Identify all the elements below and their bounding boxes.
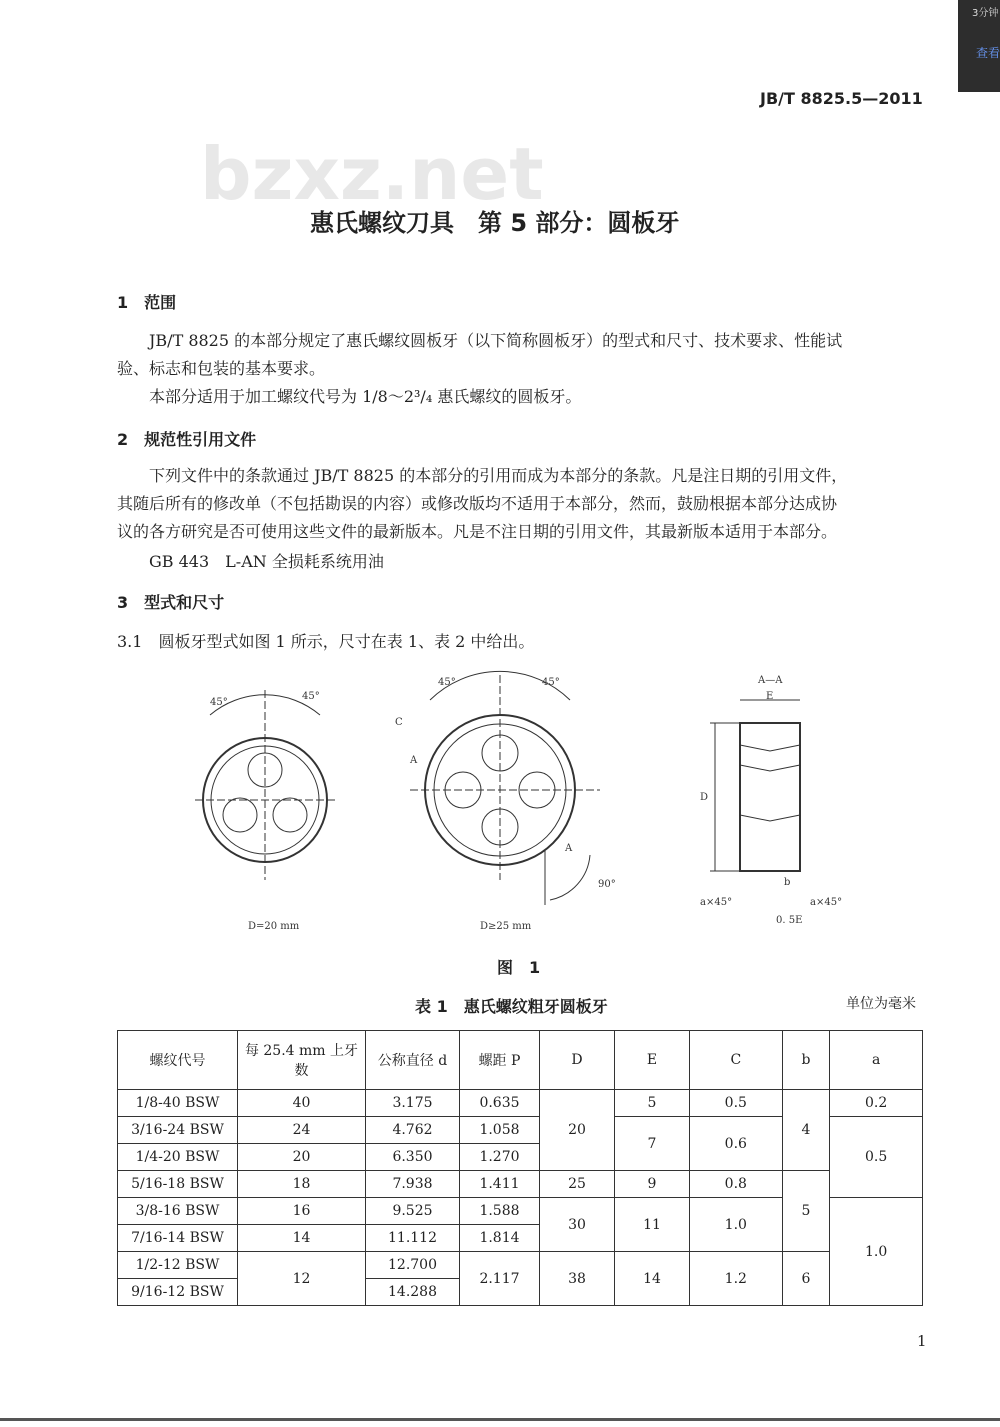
table-cell: 6.350 [366,1144,460,1171]
table-cell: 14 [614,1252,689,1306]
chamfer-label: a×45° [810,897,843,908]
table-cell: 7/16-14 BSW [118,1225,238,1252]
table-cell: 25 [540,1171,615,1198]
table-cell: 3/16-24 BSW [118,1117,238,1144]
table-cell: 2.117 [460,1252,540,1306]
popup-link[interactable]: 查看 [976,46,1000,60]
table-cell: 11 [614,1198,689,1252]
table-cell: 24 [238,1117,366,1144]
table-cell: 1/8-40 BSW [118,1090,238,1117]
table-row [118,1090,923,1117]
col-header: E [614,1031,689,1090]
table-cell: 0.6 [689,1117,782,1171]
section-1-heading: 1 范围 [117,293,177,312]
e-label: E [766,691,774,702]
table-cell: 1.2 [689,1252,782,1306]
table-cell: 20 [238,1144,366,1171]
table-cell: 9/16-12 BSW [118,1279,238,1306]
a-label: A [410,755,418,766]
table-cell: 0.5 [689,1090,782,1117]
para-line: 验、标志和包装的基本要求。 [117,359,326,378]
col-header: C [689,1031,782,1090]
col-header: 螺距 P [460,1031,540,1090]
half-e-label: 0. 5E [776,915,803,926]
table-cell: 40 [238,1090,366,1117]
table-cell: 1.270 [460,1144,540,1171]
table-cell: 11.112 [366,1225,460,1252]
die-d20-drawing [195,690,335,880]
table-row [118,1252,923,1279]
table-cell: 20 [540,1090,615,1171]
figure-1 [180,665,880,955]
unit-label: 单位为毫米 [846,996,916,1012]
table-cell: 5 [614,1090,689,1117]
d-label: D [700,792,709,803]
section-label: A—A [758,675,783,686]
table-cell: 9 [614,1171,689,1198]
section-view-drawing [710,700,800,871]
para-line: 下列文件中的条款通过 JB/T 8825 的本部分的引用而成为本部分的条款。凡是注日期的引用文件， [149,466,848,485]
col-header: 每 25.4 mm 上牙数 [238,1031,366,1090]
c-label: C [395,717,403,728]
reference: GB 443 L-AN 全损耗系统用油 [149,552,384,571]
table-cell: 6 [782,1252,830,1306]
caption-d20: D=20 mm [248,921,300,932]
table-cell: 4.762 [366,1117,460,1144]
table-title: 表 1 惠氏螺纹粗牙圆板牙 [415,997,608,1016]
table-cell: 14 [238,1225,366,1252]
table-cell: 7 [614,1117,689,1171]
table-cell: 9.525 [366,1198,460,1225]
header-row [118,1031,923,1090]
table-cell: 1.0 [830,1198,923,1306]
bottom-rule [0,1418,1000,1421]
para-line: JB/T 8825 的本部分规定了惠氏螺纹圆板牙（以下简称圆板牙）的型式和尺寸、技术要求、性能试 [149,331,843,350]
table-cell: 7.938 [366,1171,460,1198]
para-line: 其随后所有的修改单（不包括勘误的内容）或修改版均不适用于本部分，然而，鼓励根据本部分达成协 [117,494,838,513]
figure-caption: 图 1 [497,958,541,977]
table-cell: 1/4-20 BSW [118,1144,238,1171]
chamfer-label: a×45° [700,897,733,908]
section-3-heading: 3 型式和尺寸 [117,593,225,612]
para-line: 3.1 圆板牙型式如图 1 所示，尺寸在表 1、表 2 中给出。 [117,632,535,651]
table-cell: 3.175 [366,1090,460,1117]
angle-label: 45° [542,677,560,688]
table-cell: 0.2 [830,1090,923,1117]
a-label: A [565,843,573,854]
col-header: a [830,1031,923,1090]
para-line: 本部分适用于加工螺纹代号为 1/8～2³/₄ 惠氏螺纹的圆板牙。 [149,387,582,406]
table-cell: 3/8-16 BSW [118,1198,238,1225]
table-cell: 5 [782,1171,830,1252]
section-2-heading: 2 规范性引用文件 [117,430,257,449]
para-line: 议的各方研究是否可使用这些文件的最新版本。凡是不注日期的引用文件，其最新版本适用于本部分。 [117,522,838,541]
angle-label: 45° [302,691,320,702]
col-header: 螺纹代号 [118,1031,238,1090]
table-cell: 1.411 [460,1171,540,1198]
table-cell: 4 [782,1090,830,1171]
table-cell: 1.588 [460,1198,540,1225]
table-cell: 12 [238,1252,366,1306]
table-1 [117,1030,923,1306]
angle-label: 90° [598,879,616,890]
angle-label: 45° [438,677,456,688]
caption-d25: D≥25 mm [480,921,532,932]
die-d25-drawing [410,671,600,905]
popup-text: 3分钟 [972,8,999,19]
b-label: b [784,877,791,888]
watermark: bzxz.net [200,132,544,216]
table-row [118,1171,923,1198]
side-popup[interactable] [958,0,1000,92]
table-cell: 12.700 [366,1252,460,1279]
page-title: 惠氏螺纹刀具 第 5 部分：圆板牙 [310,209,680,237]
table-cell: 14.288 [366,1279,460,1306]
standard-code: JB/T 8825.5—2011 [760,89,923,108]
table-cell: 38 [540,1252,615,1306]
table-cell: 1/2-12 BSW [118,1252,238,1279]
table-cell: 1.058 [460,1117,540,1144]
table-cell: 5/16-18 BSW [118,1171,238,1198]
table-cell: 0.8 [689,1171,782,1198]
table-cell: 0.635 [460,1090,540,1117]
col-header: 公称直径 d [366,1031,460,1090]
table-cell: 1.0 [689,1198,782,1252]
table-cell: 30 [540,1198,615,1252]
table-cell: 18 [238,1171,366,1198]
table-cell: 1.814 [460,1225,540,1252]
table-cell: 16 [238,1198,366,1225]
table-cell: 0.5 [830,1117,923,1198]
col-header: D [540,1031,615,1090]
angle-label: 45° [210,697,228,708]
col-header: b [782,1031,830,1090]
page-number: 1 [917,1332,927,1350]
